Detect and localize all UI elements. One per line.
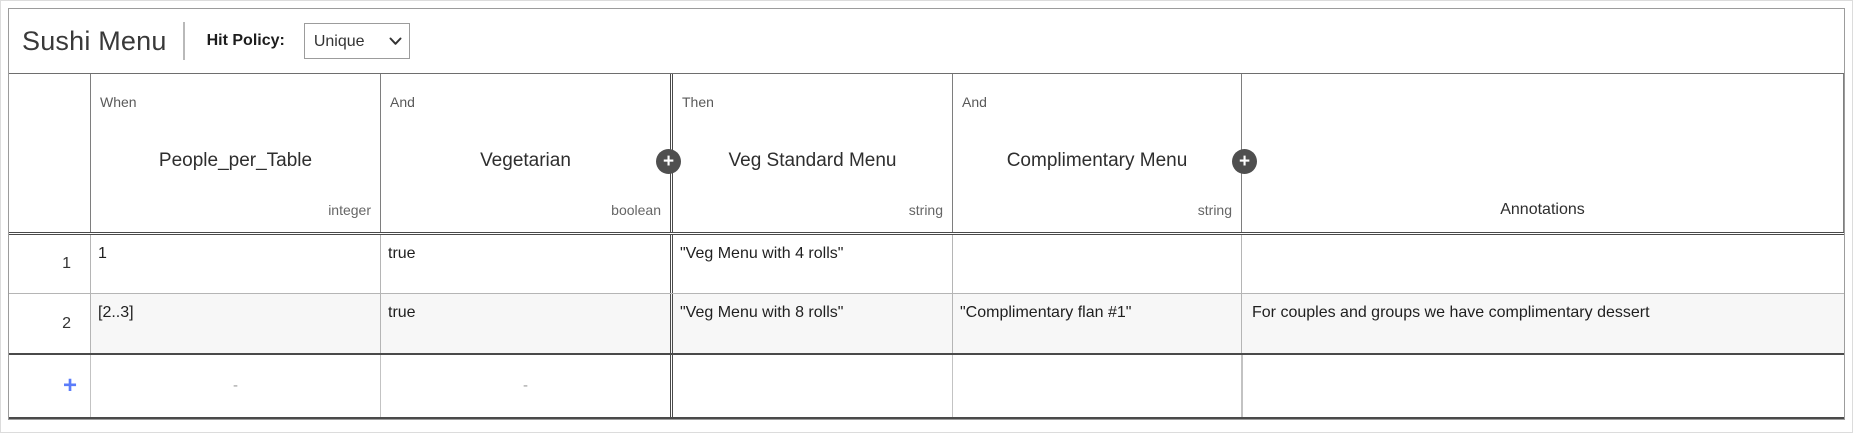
cell-vegetarian[interactable]: true	[381, 294, 670, 353]
column-header-veg-standard-menu[interactable]	[670, 74, 953, 232]
cell-veg-standard-menu[interactable]: "Veg Menu with 4 rolls"	[670, 235, 953, 293]
dash-placeholder: -	[523, 376, 528, 394]
cell-annotation[interactable]	[1242, 235, 1844, 293]
keyword-when-label: When	[100, 94, 137, 110]
placeholder-cell-veg-standard-menu[interactable]	[670, 355, 953, 417]
placeholder-cell-vegetarian[interactable]	[381, 355, 670, 417]
column-name: Veg Standard Menu	[728, 150, 897, 171]
add-rule-cell	[9, 355, 91, 417]
column-type: boolean	[611, 202, 661, 218]
decision-table-widget	[8, 8, 1845, 420]
row-number[interactable]: 1	[9, 235, 91, 293]
keyword-and-label: And	[390, 94, 415, 110]
hit-policy-label: Hit Policy:	[206, 32, 285, 49]
cell-vegetarian[interactable]: true	[388, 245, 416, 262]
title-bar	[9, 9, 1844, 73]
column-header-people-per-table[interactable]	[91, 74, 381, 232]
decision-table	[9, 73, 1844, 419]
hit-policy-select[interactable]	[304, 23, 410, 59]
column-header-vegetarian[interactable]	[381, 74, 670, 232]
dash-placeholder: -	[233, 376, 238, 394]
column-header-complimentary-menu[interactable]	[953, 74, 1242, 232]
placeholder-cell-annotation[interactable]	[1242, 355, 1844, 417]
column-name: Complimentary Menu	[1006, 150, 1188, 171]
add-rule-button[interactable]: +	[62, 372, 77, 399]
column-type: string	[1197, 202, 1232, 218]
add-output-column-icon[interactable]: +	[1232, 149, 1257, 174]
placeholder-cell-complimentary-menu[interactable]	[953, 355, 1242, 417]
column-name: Vegetarian	[480, 150, 571, 171]
keyword-and-label: And	[962, 94, 987, 110]
row-number-header-cell	[9, 74, 91, 232]
cell-people-per-table[interactable]: 1	[91, 235, 381, 293]
table-row	[9, 294, 1844, 353]
placeholder-cell-people-per-table[interactable]	[91, 355, 381, 417]
cell-veg-standard-menu[interactable]: "Veg Menu with 8 rolls"	[670, 294, 953, 353]
table-row	[9, 235, 1844, 294]
cell-annotation[interactable]: For couples and groups we have complimentary dessert	[1242, 294, 1844, 353]
titlebar-divider	[183, 22, 185, 60]
cell-complimentary-menu[interactable]: "Complimentary flan #1"	[953, 294, 1242, 353]
add-rule-row	[9, 353, 1844, 419]
annotations-header-label: Annotations	[1500, 201, 1585, 218]
column-type: integer	[328, 202, 371, 218]
row-number[interactable]: 2	[9, 294, 91, 353]
decision-title[interactable]: Sushi Menu	[22, 25, 167, 56]
annotations-header-cell	[1242, 74, 1844, 232]
keyword-then-label: Then	[682, 94, 714, 110]
add-input-column-icon[interactable]: +	[656, 149, 681, 174]
cell-people-per-table[interactable]: [2..3]	[91, 294, 381, 353]
column-type: string	[908, 202, 943, 218]
column-name: People_per_Table	[158, 150, 313, 171]
table-header-row	[9, 74, 1844, 235]
cell-complimentary-menu[interactable]	[953, 235, 1242, 293]
